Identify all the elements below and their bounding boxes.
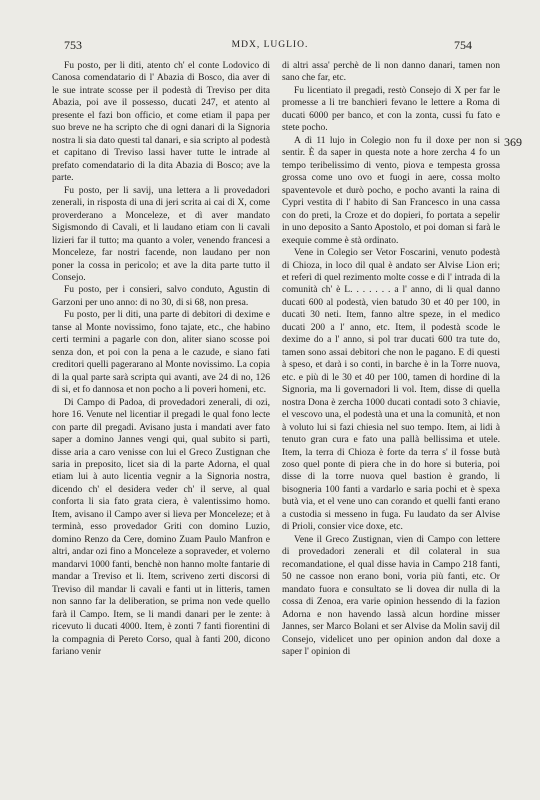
paragraph: Fu posto, per li diti, atento ch' el conte Lodovico di Canosa comendatario di l' Abazia di Bosco, dia aver di le sue intrate scosse per il podestà di Treviso per dita Abazia, poi ave il possesso, ducati 247, et atento al presente el fazi bon officio, et come etiam il papa per suo breve ne ha scripto che di ogni danari di la Signoria nostra li sia dato questi tal danari, e sia scripto al podestà et capitano di Treviso lassi haver tutte le intrade al prefato comendatario di la dita Abazia di Bosco; ave la parte.: [52, 60, 270, 184]
paragraph: A dì 11 lujo in Colegio non fu il doxe per non si sentir. È da saper in questa note a hore zercha 4 fo un tempo teribelissimo di vento, piova e tempesta grossa grossa come uno ovo et fuogi in aere, cossa molto spaventevole et durò pocho, e pocho avanti la raina di Cypri vestita di l' habito di San Francesco in una cassa con do preti, la Croze et do dopieri, fo portata a sepelir in uno deposito a Santo Apostolo, et poi doman si farà le exequie comme è stà ordinato.: [282, 134, 500, 246]
paragraph: Fu posto, per li savij, una lettera a li provedadori zenerali, in risposta di una di jeri scrita ai cai di X, come proverderano a Monceleze, et dì aver mandato Sigismondo di Cavali, et li laudano etiam con li cavali lizieri far il tutto; ma quanto a voler, venendo francesi a Monceleze, far nostri facende, non laudano per non poner la cossa in pericolo; et ave la dita parte tutto il Consejo.: [52, 184, 270, 283]
paragraph: di altri assa' perchè de li non danno danari, tamen non sano che far, etc.: [282, 60, 500, 84]
right-column: [282, 60, 500, 785]
paragraph: Fu licentiato il pregadi, restò Consejo di X per far le promesse a li tre banchieri fevano le lettere a Roma di ducati 6000 per banco, et con la zonta, cussi fu fato e stete pocho.: [282, 84, 500, 134]
paragraph: Vene il Greco Zustignan, vien di Campo con lettere di provedadori zenerali et dil colateral in sua recomandatione, el qual disse havia in Campo 218 fanti, 50 ne cassoe non erano boni, voria più fanti, etc. Or mandato fuora e consultato se li dovea dir nulla di la cossa di Zenoa, era varie opinion hessendo di la fazion Adorna e non havendo lassà alcun hordine misser Jannes, ser Marco Bolani et ser Alvise da Molin savij dil Consejo, videlicet uno per opinion andon dal doxe a saper l' opinion di: [282, 533, 500, 658]
running-header: MDX, LUGLIO.: [231, 40, 309, 50]
left-page-number: 753: [64, 38, 82, 52]
paragraph: Fu posto, per i consieri, salvo conduto, Agustin di Garzoni per uno anno: di no 30, di si 68, non presa.: [52, 284, 270, 308]
left-column: [52, 60, 270, 785]
paragraph: Di Campo di Padoa, di provedadori zenerali, di ozi, hore 16. Venute nel licentiar il pregadi le qual fono lecte con parte dil pregadi. Avisano justa i mandati aver fato saper a domino Jannes vengi qui, qual subito si partì, disse aria a caro venisse con lui el Greco Zustignan che saria in preposito, licet sia di la parte Adorna, el qual etiam lui à auto licentia vegnir a la Signoria nostra, dicendo ch' el desidera veder ch' il serve, al qual conforta li sia fato grata ciera, è valentissimo homo. Item, avisano il Campo aver si lieva per Monceleze; et à terminà, esso provedador Griti con domino Luzio, domino Renzo da Cere, domino Zuam Paulo Manfron e altri, andar ozi fino a Monceleze a sopraveder, et volerno mandarvi 1000 fanti, benchè non hanno molte fantarie di mandar a Treviso et li. Item, scriveno zerti discorsi di Treviso dil mandar li cavali e fanti ut in litteris, tamen non sanno far la deliberation, se prima non vede quello farà il Campo. Item, se li mandi danari per le zente: à ricevuto li ducati 4000. Item, è zonti 7 fanti fiorentini di la compagnia di Pereto Corso, qual à fanti 200, dicono fariano venir: [52, 396, 270, 658]
paragraph: Vene in Colegio ser Vetor Foscarini, venuto podestà di Chioza, in loco dil qual è andato ser Alvise Lion eri; et referì di quel rezimento molte cosse e di l' intrada di la comunità ch' è L. . . . . . . a l' anno, di li qual danno ducati 600 al podestà, vien batudo 30 et 40 per 100, in ducati 30 neti. Item, fanno altre speze, in el medico ducati 200 a l' anno, etc. Item, il podestà scode le dexime do a l' anno, si pol trar ducati 600 tra tute do, tamen sono assai debitori che non le pagano. E di questi à speso, et darà i so conti, in barche è in la Torre nuova, etc. e più di le 30 et 40 per 100, tamen di hordine di la Signoria, ma li governadori li vol. Item, disse di quella nostra Dona è zercha 1000 ducati contadi soto 3 chiavie, el vescovo una, el podestà una et una la comunità, et non à voluto lui si fazi chiesia nel suo tempo. Item, ai lidi à tenuto gran cura e fato una pallà bellissima et utele. Item, la terra di Chioza è forte da terra s' il fosse butà zoso quel ponte di piera che in do hore si buteria, poi disse di la torre nuova quel bastion è grando, li bisogneria 100 fanti a vardarlo e saria pochi et è spexa butà via, et el vene uno can corando et quelli fanti erano a custodia si messeno in fuga. Fu laudato da ser Alvise di Prioli, consier vice doxe, etc.: [282, 247, 500, 533]
paragraph: Fu posto, per li diti, una parte di debitori di dexime e tanse al Monte novissimo, fono tajate, etc., che habino certi termini a pagarle con don, aliter siano scosse poi senza don, et poi con la pena a le cazude, e siano fati creditori quelli pagerarano al Monte novissimo. La copia di la qual parte sarà scripta qui avanti, ave 24 di no, 126 di si, et fo dannosa et non pocho a li poveri homeni, etc.: [52, 309, 270, 396]
right-page-number: 754: [454, 38, 472, 52]
margin-page-number: 369: [504, 135, 522, 149]
